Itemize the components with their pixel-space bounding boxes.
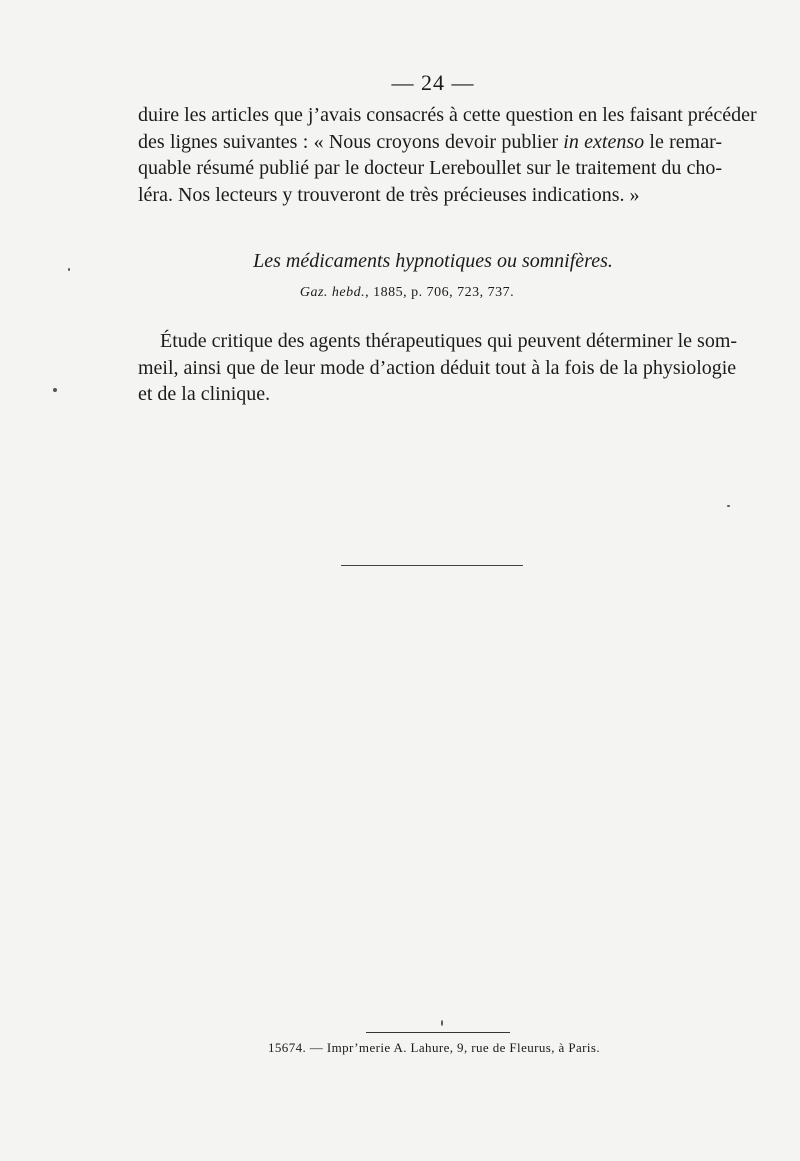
text-line: et de la clinique. bbox=[138, 383, 271, 405]
text-line: des lignes suivantes : « Nous croyons devoir publier in extenso le remar- bbox=[138, 130, 723, 153]
footer-rule bbox=[366, 1032, 510, 1033]
paragraph-intro bbox=[138, 102, 757, 208]
page-number: — 24 — bbox=[391, 70, 475, 95]
journal-abbrev: Gaz. hebd. bbox=[299, 285, 366, 300]
print-speck bbox=[53, 388, 57, 392]
text-line: quable résumé publié par le docteur Lereboullet sur le traitement du cho- bbox=[138, 157, 722, 179]
section-divider bbox=[341, 565, 523, 566]
text-line: Étude critique des agents thérapeutiques qui peuvent déterminer le som- bbox=[160, 330, 738, 352]
print-speck bbox=[441, 1020, 443, 1026]
italic-phrase: in extenso bbox=[563, 130, 645, 153]
text-line: meil, ainsi que de leur mode d’action déduit tout à la fois de la physiologie bbox=[138, 356, 737, 379]
print-speck bbox=[68, 268, 70, 271]
section-title: Les médicaments hypnotiques ou somnifères. bbox=[253, 250, 613, 272]
reference-pages: , 1885, p. 706, 723, 737. bbox=[365, 285, 515, 300]
text-line: duire les articles que j’avais consacrés à cette question en les faisant précéder bbox=[138, 104, 757, 126]
paragraph-description bbox=[138, 328, 738, 408]
printer-colophon: 15674. — Impr’merie A. Lahure, 9, rue de Fleurus, à Paris. bbox=[268, 1040, 600, 1055]
text-line: léra. Nos lecteurs y trouveront de très précieuses indications. » bbox=[138, 183, 640, 206]
print-speck bbox=[727, 505, 730, 507]
section-reference bbox=[0, 285, 800, 301]
